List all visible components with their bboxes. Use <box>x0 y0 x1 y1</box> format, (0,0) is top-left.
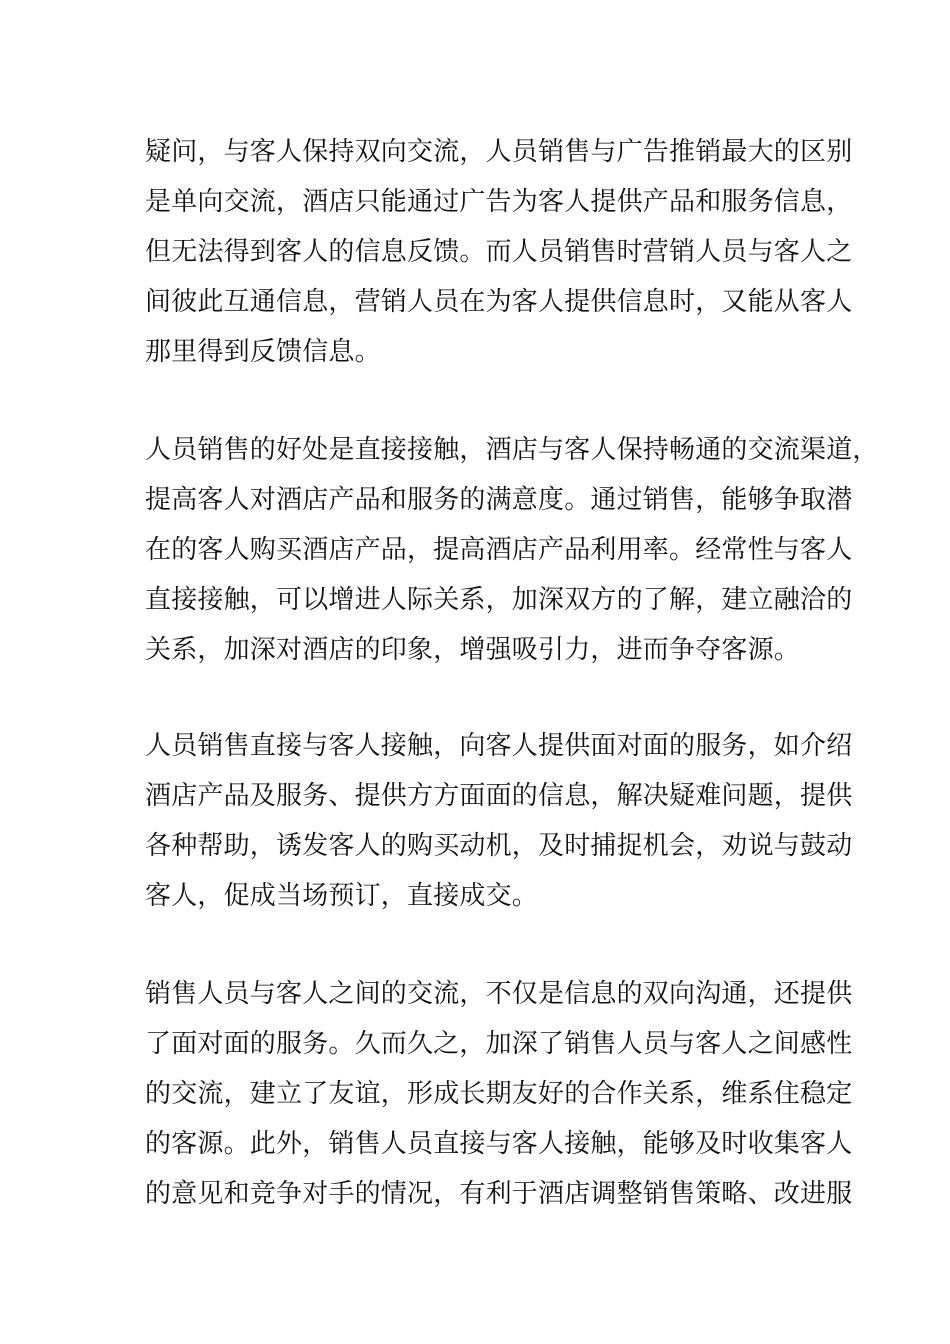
paragraph-3 <box>145 721 853 921</box>
text-line: 提高客人对酒店产品和服务的满意度。通过销售，能够争取潜 <box>145 485 853 515</box>
text-line: 了面对面的服务。久而久之，加深了销售人员与客人之间感性 <box>145 1029 853 1059</box>
text-line: 销售人员与客人之间的交流，不仅是信息的双向沟通，还提供 <box>145 979 853 1009</box>
text-line: 人员销售直接与客人接触，向客人提供面对面的服务，如介绍 <box>145 731 853 761</box>
text-line: 的客源。此外，销售人员直接与客人接触，能够及时收集客人 <box>145 1129 853 1159</box>
text-line: 在的客人购买酒店产品，提高酒店产品利用率。经常性与客人 <box>145 535 853 565</box>
paragraph-4 <box>145 969 853 1219</box>
text-line: 是单向交流，酒店只能通过广告为客人提供产品和服务信息， <box>145 187 853 217</box>
text-line: 关系，加深对酒店的印象，增强吸引力，进而争夺客源。 <box>145 635 801 665</box>
text-line: 各种帮助，诱发客人的购买动机，及时捕捉机会，劝说与鼓动 <box>145 831 853 861</box>
text-line: 间彼此互通信息，营销人员在为客人提供信息时，又能从客人 <box>145 287 853 317</box>
paragraph-1 <box>145 127 853 377</box>
text-line: 酒店产品及服务、提供方方面面的信息，解决疑难问题，提供 <box>145 781 853 811</box>
text-line: 客人，促成当场预订，直接成交。 <box>145 881 539 911</box>
text-line: 人员销售的好处是直接接触，酒店与客人保持畅通的交流渠道， <box>145 435 879 465</box>
text-line: 直接接触，可以增进人际关系，加深双方的了解，建立融洽的 <box>145 585 853 615</box>
paragraph-2 <box>145 425 879 675</box>
text-line: 疑问，与客人保持双向交流，人员销售与广告推销最大的区别 <box>145 137 853 167</box>
text-line: 的交流，建立了友谊，形成长期友好的合作关系，维系住稳定 <box>145 1079 853 1109</box>
text-line: 那里得到反馈信息。 <box>145 337 381 367</box>
text-line: 但无法得到客人的信息反馈。而人员销售时营销人员与客人之 <box>145 237 853 267</box>
text-line: 的意见和竞争对手的情况，有利于酒店调整销售策略、改进服 <box>145 1179 853 1209</box>
